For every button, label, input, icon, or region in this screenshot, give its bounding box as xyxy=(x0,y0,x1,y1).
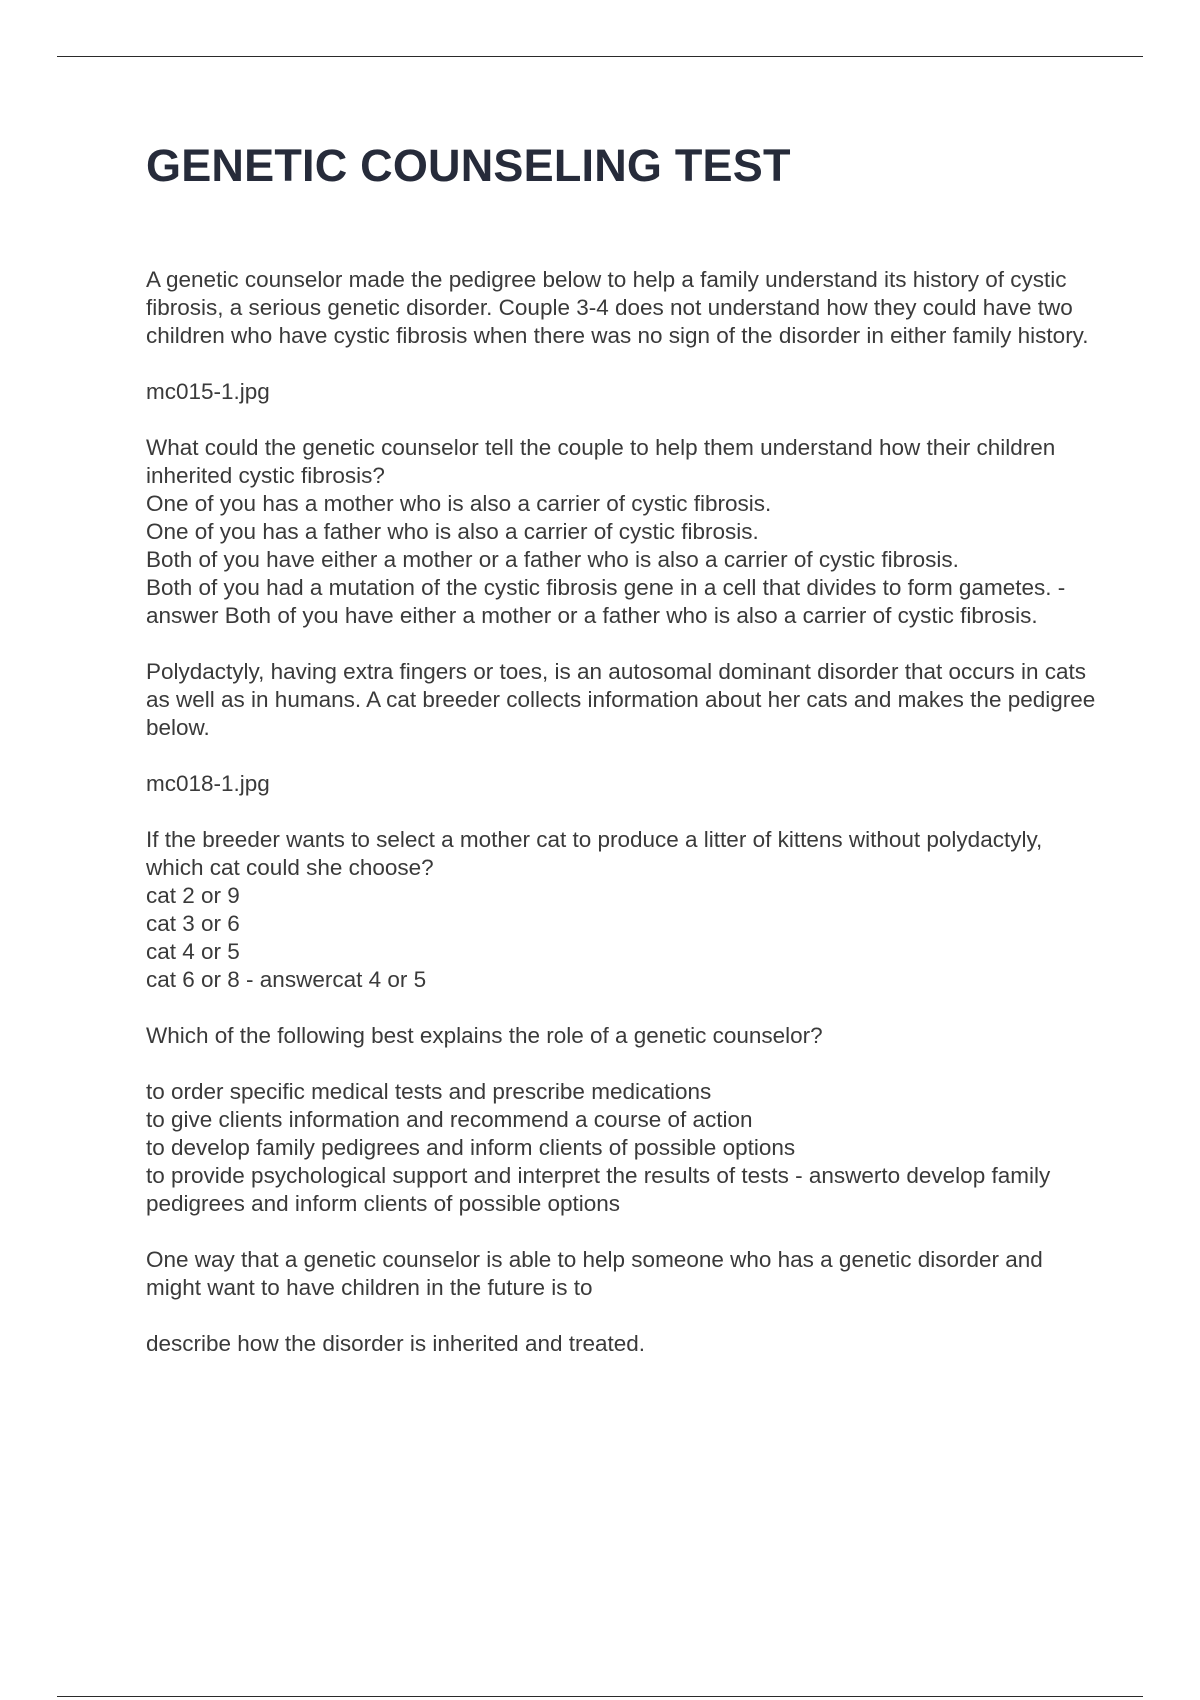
question-text: A genetic counselor made the pedigree below to help a family understand its history of cystic fibrosis, a serious genetic disorder. Couple 3-4 does not understand how they could have two children who have cystic fibrosis when there was no sign of the disorder in either family history. xyxy=(146,266,1089,348)
paragraph xyxy=(146,1022,1096,1050)
paragraph xyxy=(146,1330,1096,1358)
answer-option: Both of you had a mutation of the cystic fibrosis gene in a cell that divides to form gametes. - answer Both of you have either a mother or a father who is also a carrier of cystic fibrosis. xyxy=(146,574,1066,628)
paragraph xyxy=(146,826,1096,994)
paragraph xyxy=(146,378,1096,406)
question-text: What could the genetic counselor tell the couple to help them understand how their children inherited cystic fibrosis? xyxy=(146,434,1056,488)
paragraph xyxy=(146,658,1096,742)
paragraph xyxy=(146,1078,1096,1218)
image-filename: mc015-1.jpg xyxy=(146,378,270,404)
answer-option: cat 6 or 8 - answercat 4 or 5 xyxy=(146,966,427,992)
answer-option: to order specific medical tests and prescribe medications xyxy=(146,1078,712,1104)
question-text: Polydactyly, having extra fingers or toes, is an autosomal dominant disorder that occurs in cats as well as in humans. A cat breeder collects information about her cats and makes the pedigree below. xyxy=(146,658,1096,740)
answer-option: describe how the disorder is inherited and treated. xyxy=(146,1330,646,1356)
paragraph xyxy=(146,266,1096,350)
document-body xyxy=(146,266,1096,1358)
question-text: If the breeder wants to select a mother cat to produce a litter of kittens without polydactyly, which cat could she choose? xyxy=(146,826,1043,880)
answer-option: cat 3 or 6 xyxy=(146,910,240,936)
top-rule xyxy=(57,56,1143,57)
paragraph xyxy=(146,1246,1096,1302)
answer-option: to give clients information and recommend a course of action xyxy=(146,1106,753,1132)
paragraph xyxy=(146,770,1096,798)
answer-option: to develop family pedigrees and inform clients of possible options xyxy=(146,1134,796,1160)
question-text: Which of the following best explains the role of a genetic counselor? xyxy=(146,1022,823,1048)
answer-option: to provide psychological support and interpret the results of tests - answerto develop family pedigrees and inform clients of possible options xyxy=(146,1162,1051,1216)
question-text: One way that a genetic counselor is able to help someone who has a genetic disorder and might want to have children in the future is to xyxy=(146,1246,1043,1300)
answer-option: One of you has a mother who is also a carrier of cystic fibrosis. xyxy=(146,490,772,516)
image-filename: mc018-1.jpg xyxy=(146,770,270,796)
answer-option: One of you has a father who is also a carrier of cystic fibrosis. xyxy=(146,518,759,544)
document-title: GENETIC COUNSELING TEST xyxy=(146,140,791,191)
bottom-rule xyxy=(57,1696,1143,1697)
paragraph xyxy=(146,434,1096,630)
answer-option: cat 2 or 9 xyxy=(146,882,240,908)
answer-option: Both of you have either a mother or a father who is also a carrier of cystic fibrosis. xyxy=(146,546,959,572)
answer-option: cat 4 or 5 xyxy=(146,938,240,964)
page-content xyxy=(146,140,1096,1386)
